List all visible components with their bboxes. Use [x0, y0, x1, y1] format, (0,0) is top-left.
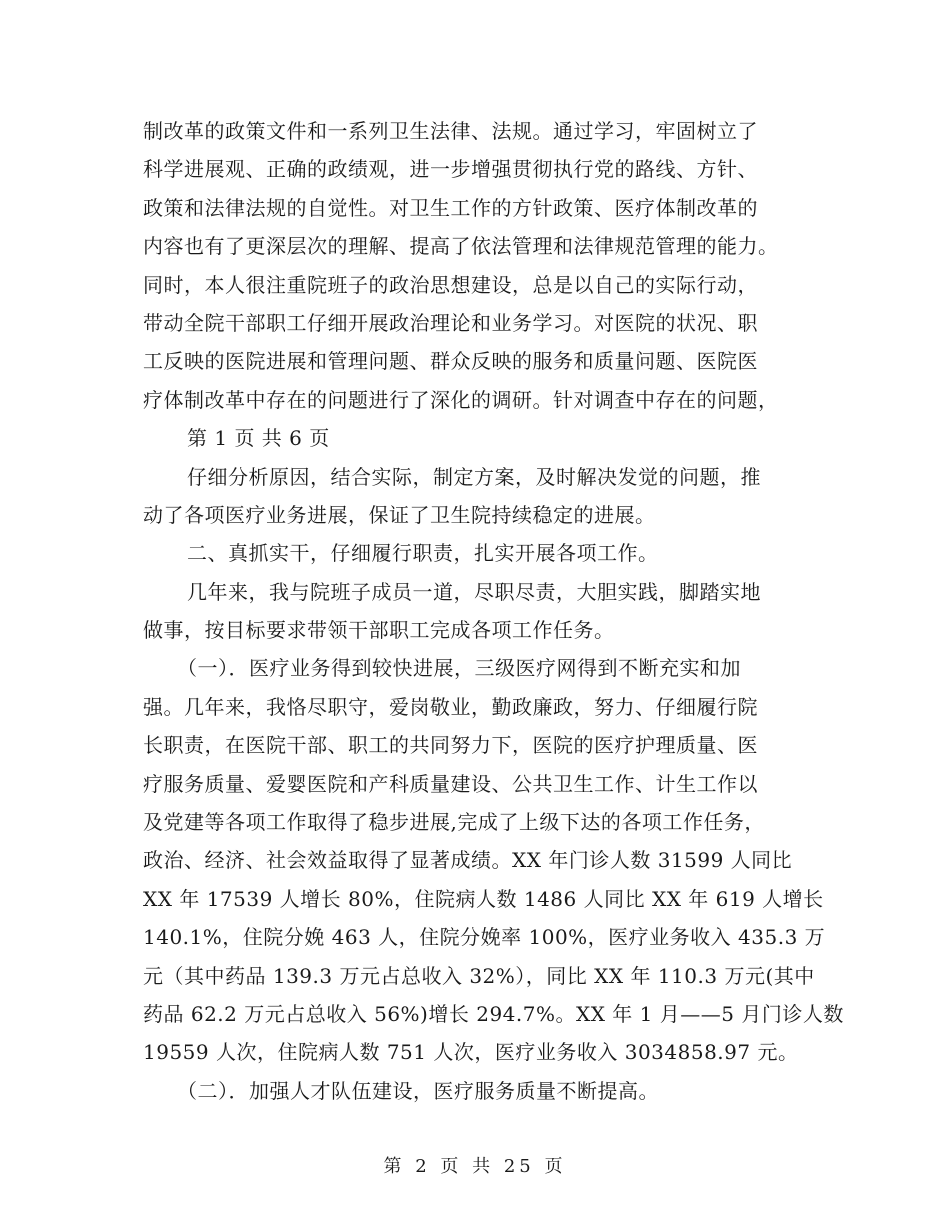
section-heading: 二、真抓实干，仔细履行职责，扎实开展各项工作。 [187, 541, 659, 566]
text-line: 140.1%，住院分娩 463 人，住院分娩率 100%，医疗业务收入 435.3 万 [143, 925, 826, 950]
text-line: 长职责，在医院干部、职工的共同努力下，医院的医疗护理质量、医 [143, 733, 758, 758]
document-body [143, 112, 844, 1110]
subsection-heading: （二）．加强人才队伍建设，医疗服务质量不断提高。 [177, 1078, 659, 1103]
text-line: 科学进展观、正确的政绩观，进一步增强贯彻执行党的路线、方针、 [143, 157, 758, 182]
text-line: 带动全院干部职工仔细开展政治理论和业务学习。对医院的状况、职 [143, 310, 758, 335]
text-line: 疗体制改革中存在的问题进行了深化的调研。针对调查中存在的问题， [143, 387, 779, 412]
text-line: 政治、经济、社会效益取得了显著成绩。XX 年门诊人数 31599 人同比 [143, 848, 793, 873]
text-line: 做事，按目标要求带领干部职工完成各项工作任务。 [143, 618, 615, 643]
text-line: 几年来，我与院班子成员一道，尽职尽责，大胆实践，脚踏实地 [187, 579, 761, 604]
text-line: 同时，本人很注重院班子的政治思想建设，总是以自己的实际行动， [143, 272, 758, 297]
text-line: 工反映的医院进展和管理问题、群众反映的服务和质量问题、医院医 [143, 349, 758, 374]
text-line: 制改革的政策文件和一系列卫生法律、法规。通过学习，牢固树立了 [143, 119, 758, 143]
text-line: 仔细分析原因，结合实际，制定方案，及时解决发觉的问题，推 [187, 464, 761, 489]
text-line: 内容也有了更深层次的理解、提高了依法管理和法律规范管理的能力。 [143, 234, 779, 259]
text-line: 政策和法律法规的自觉性。对卫生工作的方针政策、医疗体制改革的 [143, 195, 758, 220]
text-line: 19559 人次，住院病人数 751 人次，医疗业务收入 3034858.97 元。 [143, 1040, 799, 1065]
text-line: 动了各项医疗业务进展，保证了卫生院持续稳定的进展。 [143, 502, 656, 527]
text-line: 疗服务质量、爱婴医院和产科质量建设、公共卫生工作、计生工作以 [143, 771, 758, 796]
inline-page-marker: 第 1 页 共 6 页 [187, 426, 330, 451]
text-line: 药品 62.2 万元占总收入 56%)增长 294.7%。XX 年 1 月——5 月门诊人数 [143, 1001, 844, 1026]
text-line: XX 年 17539 人增长 80%，住院病人数 1486 人同比 XX 年 619 人增长 [143, 886, 824, 911]
text-line: 元（其中药品 139.3 万元占总收入 32%），同比 XX 年 110.3 万元(其中 [143, 963, 815, 988]
subsection-heading: （一）．医疗业务得到较快进展，三级医疗网得到不断充实和加 [177, 656, 741, 681]
page-footer: 第 2 页 共 25 页 [383, 1156, 567, 1177]
text-line: 及党建等各项工作取得了稳步进展,完成了上级下达的各项工作任务， [143, 810, 765, 835]
text-line: 强。几年来，我恪尽职守，爱岗敬业，勤政廉政，努力、仔细履行院 [143, 694, 758, 719]
